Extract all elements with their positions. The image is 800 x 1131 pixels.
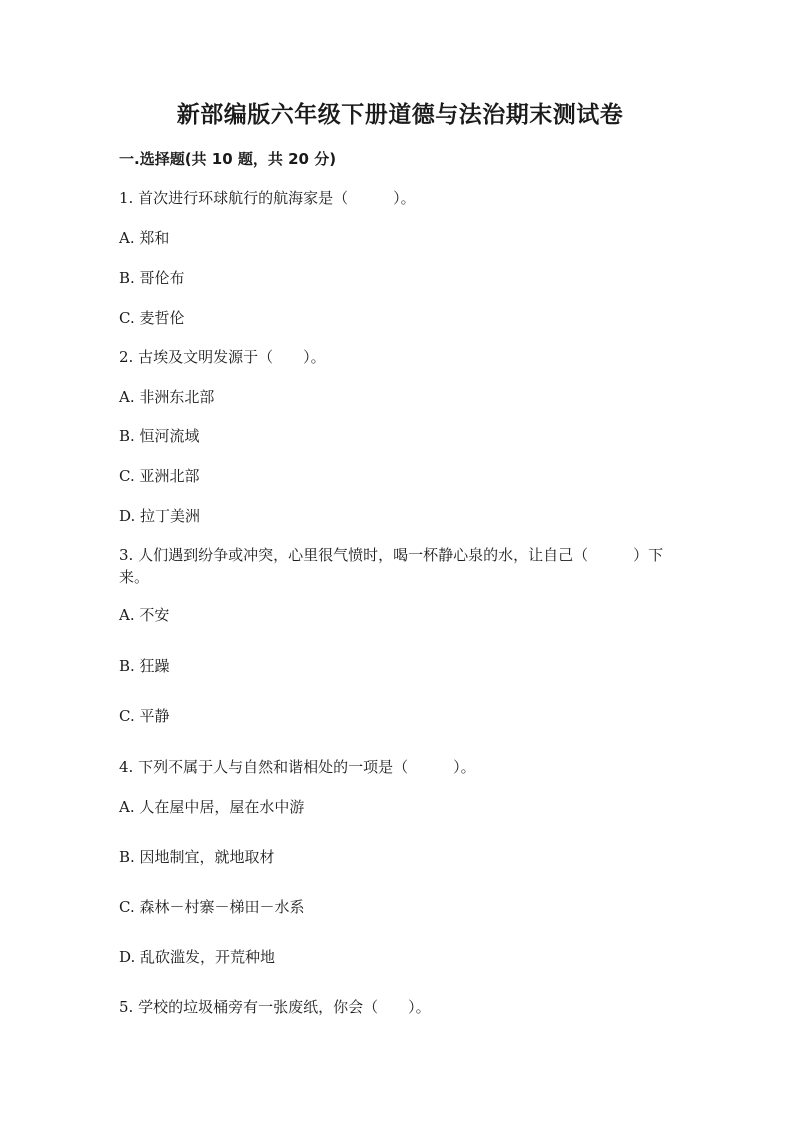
question-3-option-a: A. 不安 xyxy=(119,606,170,624)
question-2-stem: 2. 古埃及文明发源于（ ）。 xyxy=(119,348,326,366)
question-5-stem: 5. 学校的垃圾桶旁有一张废纸，你会（ ）。 xyxy=(119,998,431,1016)
question-2-option-a: A. 非洲东北部 xyxy=(119,388,215,406)
question-1-option-c: C. 麦哲伦 xyxy=(119,309,185,327)
question-2-option-b: B. 恒河流域 xyxy=(119,427,200,445)
exam-title: 新部编版六年级下册道德与法治期末测试卷 xyxy=(176,101,624,128)
question-3-option-b: B. 狂躁 xyxy=(119,657,170,675)
question-4-option-d: D. 乱砍滥发，开荒种地 xyxy=(119,948,276,966)
section-heading: 一.选择题(共 10 题，共 20 分) xyxy=(119,150,337,168)
question-1-option-a: A. 郑和 xyxy=(119,229,170,247)
question-3-stem: 3. 人们遇到纷争或冲突，心里很气愤时，喝一杯静心泉的水，让自己（ ）下来。 xyxy=(119,546,664,586)
question-3-option-c: C. 平静 xyxy=(119,707,170,725)
question-4-stem: 4. 下列不属于人与自然和谐相处的一项是（ ）。 xyxy=(119,758,476,776)
question-2-option-d: D. 拉丁美洲 xyxy=(119,507,201,525)
question-1-stem: 1. 首次进行环球航行的航海家是（ ）。 xyxy=(119,189,416,207)
question-1-option-b: B. 哥伦布 xyxy=(119,269,185,287)
question-4-option-b: B. 因地制宜，就地取材 xyxy=(119,848,275,866)
question-2-option-c: C. 亚洲北部 xyxy=(119,467,200,485)
question-4-option-a: A. 人在屋中居，屋在水中游 xyxy=(119,798,305,816)
question-4-option-c: C. 森林－村寨－梯田－水系 xyxy=(119,898,305,916)
